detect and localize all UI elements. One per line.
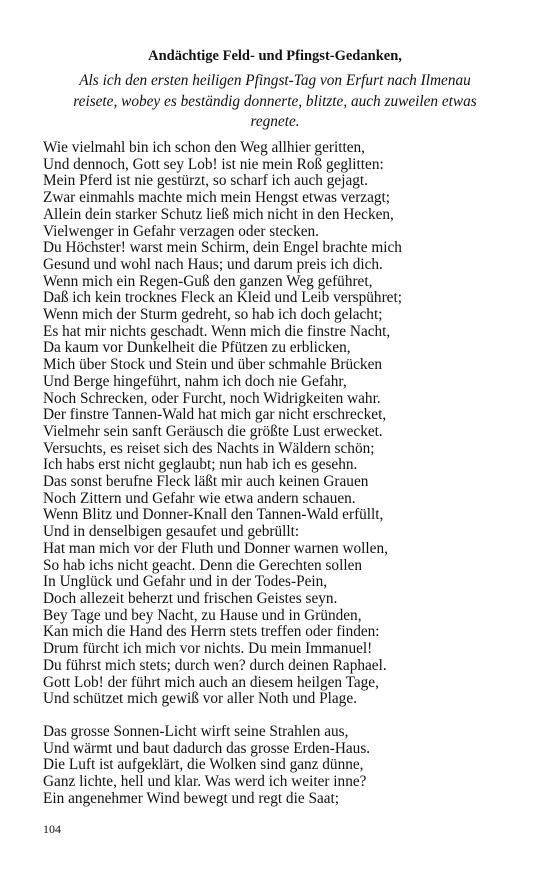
verse-line: Wenn mich ein Regen-Guß den ganzen Weg geführet, (43, 272, 373, 290)
stanza (43, 140, 513, 708)
page-number: 104 (43, 822, 61, 836)
verse-line: Ich habs erst nicht geglaubt; nun hab ich es gesehn. (43, 456, 358, 474)
verse-line: Und schützet mich gewiß vor aller Noth und Plage. (43, 690, 357, 708)
verse-line: Mein Pferd ist nie gestürzt, so scharf ich auch gejagt. (43, 172, 368, 190)
verse-line: Hat man mich vor der Fluth und Donner warnen wollen, (43, 539, 388, 557)
subtitle-line: reisete, wobey es beständig donnerte, blitzte, auch zuweilen etwas (73, 92, 477, 110)
verse-line: In Unglück und Gefahr und in der Todes-Pein, (43, 573, 328, 591)
verse-line: Drum fürcht ich mich vor nichts. Du mein Immanuel! (43, 640, 373, 658)
verse-line: Da kaum vor Dunkelheit die Pfützen zu erblicken, (43, 339, 351, 357)
verse-line: Daß ich kein trocknes Fleck an Kleid und Leib verspühret; (43, 289, 402, 307)
verse-line: Wenn mich der Sturm gedreht, so hab ich doch gelacht; (43, 306, 383, 324)
verse-line: Ganz lichte, hell und klar. Was werd ich weiter inne? (43, 773, 367, 791)
subtitle-line: regnete. (250, 113, 300, 130)
subtitle-line: Als ich den ersten heiligen Pfingst-Tag von Erfurt nach Ilmenau (79, 72, 471, 89)
verse-line: Es hat mir nichts geschadt. Wenn mich die finstre Nacht, (43, 322, 391, 340)
verse-line: Vielwenger in Gefahr verzagen oder stecken. (43, 222, 319, 240)
verse-line: Das sonst berufne Fleck läßt mir auch keinen Grauen (43, 473, 369, 491)
verse-line: Kan mich die Hand des Herrn stets treffen oder finden: (43, 623, 380, 641)
verse-line: Noch Zittern und Gefahr wie etwa andern schauen. (43, 489, 356, 507)
verse-line: Und wärmt und baut dadurch das grosse Erden-Haus. (43, 739, 371, 757)
verse-line: Mich über Stock und Stein und über schmahle Brücken (43, 356, 383, 374)
poem-body (43, 140, 513, 807)
verse-line: Versuchts, es reiset sich des Nachts in Wäldern schön; (43, 439, 375, 457)
verse-line: Der finstre Tannen-Wald hat mich gar nicht erschrecket, (43, 406, 387, 424)
verse-line: Und Berge hingeführt, nahm ich doch nie Gefahr, (43, 372, 347, 390)
verse-line: Zwar einmahls machte mich mein Hengst etwas verzagt; (43, 189, 391, 207)
verse-line: Wie vielmahl bin ich schon den Weg allhier geritten, (43, 139, 365, 156)
verse-line: So hab ichs nicht geacht. Denn die Gerechten sollen (43, 556, 363, 574)
verse-line: Du führst mich stets; durch wen? durch deinen Raphael. (43, 656, 387, 674)
verse-line: Vielmehr sein sanft Geräusch die größte Lust erwecket. (43, 422, 383, 440)
verse-line: Das grosse Sonnen-Licht wirft seine Strahlen aus, (43, 722, 349, 740)
verse-line: Und dennoch, Gott sey Lob! ist nie mein Roß geglitten: (43, 155, 384, 173)
verse-line: Gott Lob! der führt mich auch an diesem heilgen Tage, (43, 673, 379, 691)
verse-line: Gesund und wohl nach Haus; und darum preis ich dich. (43, 255, 383, 273)
verse-line: Und in denselbigen gesaufet und gebrüllt: (43, 523, 300, 541)
verse-line: Noch Schrecken, oder Furcht, noch Widrigkeiten wahr. (43, 389, 381, 407)
verse-line: Bey Tage und bey Nacht, zu Hause und in Gründen, (43, 606, 362, 624)
poem-subtitle (40, 71, 510, 133)
verse-line: Die Luft ist aufgeklärt, die Wolken sind ganz dünne, (43, 756, 364, 774)
poem-title: Andächtige Feld- und Pfingst-Gedanken, (148, 48, 402, 64)
verse-line: Du Höchster! warst mein Schirm, dein Engel brachte mich (43, 239, 402, 257)
verse-line: Ein angenehmer Wind bewegt und regt die Saat; (43, 789, 340, 807)
verse-line: Doch allezeit beherzt und frischen Geistes seyn. (43, 589, 338, 607)
verse-line: Wenn Blitz und Donner-Knall den Tannen-Wald erfüllt, (43, 506, 384, 524)
verse-line: Allein dein starker Schutz ließ mich nicht in den Hecken, (43, 205, 394, 223)
stanza (43, 724, 513, 808)
